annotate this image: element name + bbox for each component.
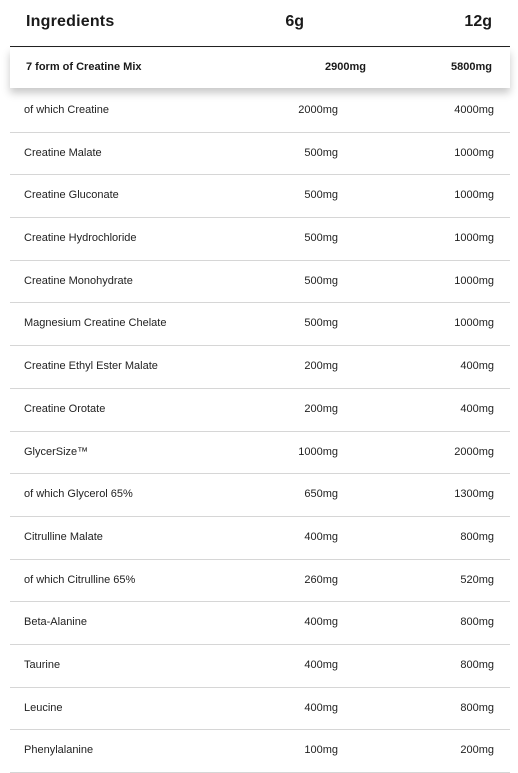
ingredient-name: Creatine Ethyl Ester Malate: [24, 360, 158, 373]
table-row: [10, 432, 510, 475]
column-header-12g: 12g: [464, 13, 492, 30]
table-row: [10, 303, 510, 346]
column-header-ingredients: Ingredients: [26, 13, 115, 30]
amount-12g: 2000mg: [454, 445, 494, 458]
table-row: [10, 474, 510, 517]
ingredient-name: Magnesium Creatine Chelate: [24, 317, 167, 330]
amount-12g: 1300mg: [454, 488, 494, 501]
amount-12g: 4000mg: [454, 104, 494, 116]
table-row: [10, 560, 510, 603]
amount-12g: 1000mg: [454, 274, 494, 287]
amount-12g: 800mg: [460, 530, 494, 543]
highlighted-row-name: 7 form of Creatine Mix: [26, 61, 142, 73]
amount-6g: 200mg: [304, 402, 338, 415]
ingredient-name: Taurine: [24, 658, 61, 671]
amount-6g: 400mg: [304, 616, 338, 629]
column-header-6g: 6g: [285, 13, 304, 30]
table-row: [10, 175, 510, 218]
amount-12g: 400mg: [460, 402, 494, 415]
ingredient-name: Leucine: [24, 701, 63, 714]
amount-6g: 2000mg: [298, 104, 338, 116]
highlighted-row-6g: 2900mg: [325, 61, 366, 73]
table-row: [10, 645, 510, 688]
ingredient-name: Creatine Malate: [24, 146, 102, 159]
ingredient-name: Phenylalanine: [24, 744, 94, 757]
table-row: [10, 346, 510, 389]
amount-6g: 200mg: [304, 360, 338, 373]
ingredient-name: Creatine Monohydrate: [24, 274, 133, 287]
table-row: [10, 218, 510, 261]
amount-6g: 500mg: [304, 189, 338, 202]
amount-6g: 400mg: [304, 658, 338, 671]
amount-12g: 1000mg: [454, 146, 494, 159]
table-header: [0, 0, 518, 46]
amount-12g: 800mg: [460, 658, 494, 671]
table-row: [10, 389, 510, 432]
table-row: [10, 602, 510, 645]
amount-6g: 1000mg: [298, 445, 338, 458]
amount-12g: 1000mg: [454, 317, 494, 330]
amount-6g: 500mg: [304, 146, 338, 159]
amount-12g: 800mg: [460, 616, 494, 629]
amount-6g: 260mg: [304, 573, 338, 586]
amount-12g: 400mg: [460, 360, 494, 373]
table-row: [10, 730, 510, 773]
ingredient-name: Creatine Hydrochloride: [24, 232, 137, 245]
amount-6g: 100mg: [304, 744, 338, 757]
amount-6g: 400mg: [304, 530, 338, 543]
amount-12g: 200mg: [460, 744, 494, 757]
table-row: [10, 90, 510, 133]
amount-6g: 500mg: [304, 274, 338, 287]
amount-6g: 500mg: [304, 232, 338, 245]
table-row: [10, 133, 510, 176]
amount-6g: 400mg: [304, 701, 338, 714]
ingredient-name: of which Creatine: [24, 104, 109, 116]
ingredient-name: Creatine Orotate: [24, 402, 106, 415]
ingredient-name: of which Glycerol 65%: [24, 488, 133, 501]
highlighted-row-12g: 5800mg: [451, 61, 492, 73]
header-divider: [10, 46, 510, 47]
table-row: [10, 517, 510, 560]
amount-12g: 800mg: [460, 701, 494, 714]
amount-6g: 500mg: [304, 317, 338, 330]
amount-12g: 1000mg: [454, 189, 494, 202]
ingredient-name: Creatine Gluconate: [24, 189, 119, 202]
ingredient-name: Beta-Alanine: [24, 616, 87, 629]
ingredients-table-body: [10, 90, 510, 773]
ingredient-name: Citrulline Malate: [24, 530, 103, 543]
table-row: [10, 688, 510, 731]
amount-12g: 520mg: [460, 573, 494, 586]
amount-6g: 650mg: [304, 488, 338, 501]
amount-12g: 1000mg: [454, 232, 494, 245]
ingredient-name: of which Citrulline 65%: [24, 573, 136, 586]
ingredient-name: GlycerSize™: [24, 445, 89, 458]
highlighted-row: [10, 48, 510, 88]
table-row: [10, 261, 510, 304]
